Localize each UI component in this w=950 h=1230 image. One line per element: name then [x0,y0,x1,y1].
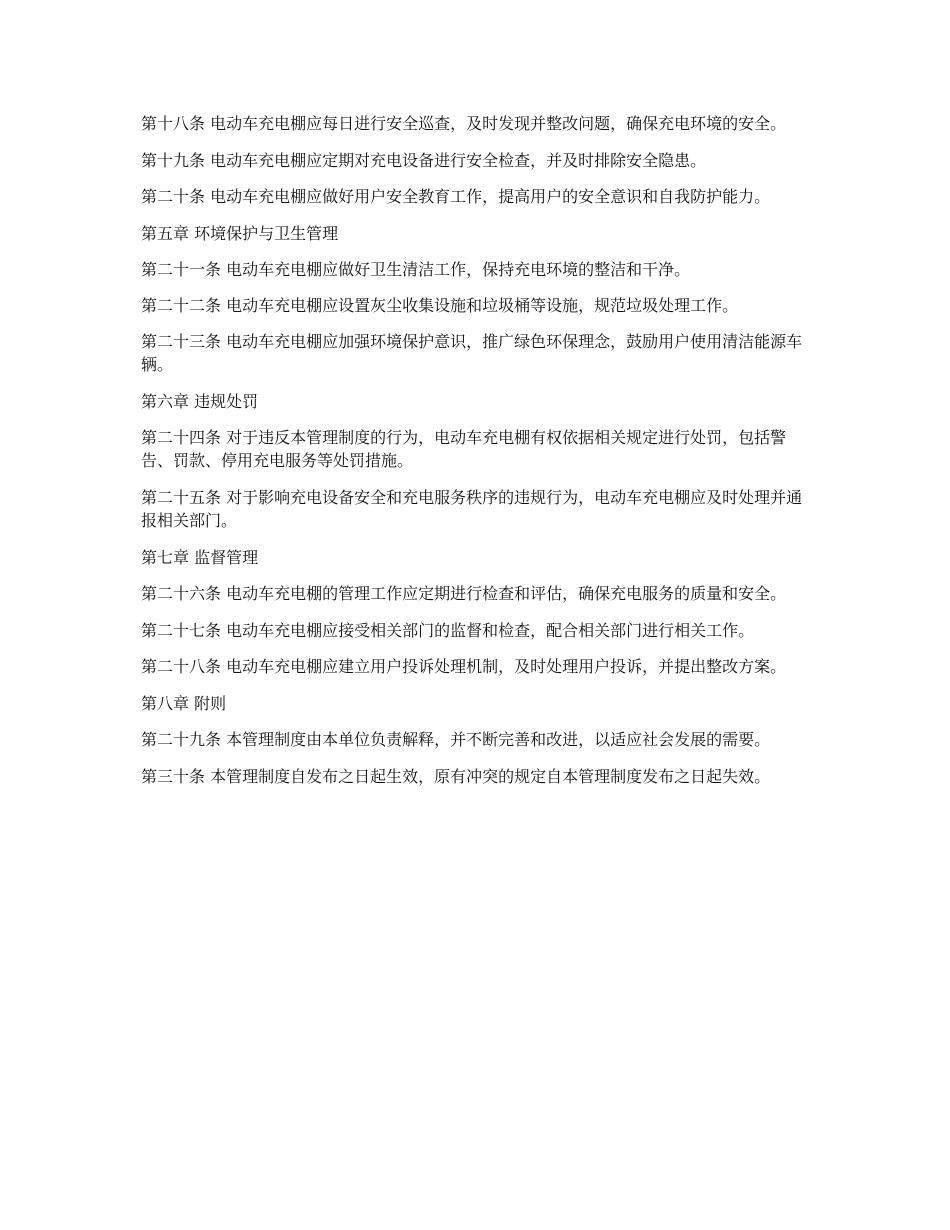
chapter-7-heading: 第七章 监督管理 [141,548,259,567]
article-30: 第三十条 本管理制度自发布之日起生效，原有冲突的规定自本管理制度发布之日起失效。 [141,767,771,786]
article-29: 第二十九条 本管理制度由本单位负责解释，并不断完善和改进，以适应社会发展的需要。 [141,730,771,749]
article-28: 第二十八条 电动车充电棚应建立用户投诉处理机制，及时处理用户投诉，并提出整改方案。 [141,657,787,676]
chapter-8-heading: 第八章 附则 [141,694,227,713]
chapter-6-heading: 第六章 违规处罚 [141,392,259,411]
article-21: 第二十一条 电动车充电棚应做好卫生清洁工作，保持充电环境的整洁和干净。 [141,260,691,279]
chapter-5-heading: 第五章 环境保护与卫生管理 [141,224,339,243]
article-27: 第二十七条 电动车充电棚应接受相关部门的监督和检查，配合相关部门进行相关工作。 [141,621,755,640]
article-18: 第十八条 电动车充电棚应每日进行安全巡查，及时发现并整改问题，确保充电环境的安全。 [141,114,787,133]
document-page [141,112,811,802]
article-19: 第十九条 电动车充电棚应定期对充电设备进行安全检查，并及时排除安全隐患。 [141,151,707,170]
article-24: 第二十四条 对于违反本管理制度的行为，电动车充电棚有权依据相关规定进行处罚，包括警告、罚款、停用充电服务等处罚措施。 [141,428,787,470]
article-23: 第二十三条 电动车充电棚应加强环境保护意识，推广绿色环保理念，鼓励用户使用清洁能源车辆。 [141,332,803,374]
article-26: 第二十六条 电动车充电棚的管理工作应定期进行检查和评估，确保充电服务的质量和安全。 [141,584,787,603]
article-22: 第二十二条 电动车充电棚应设置灰尘收集设施和垃圾桶等设施，规范垃圾处理工作。 [141,296,739,315]
article-25: 第二十五条 对于影响充电设备安全和充电服务秩序的违规行为，电动车充电棚应及时处理并通报相关部门。 [141,488,803,530]
article-20: 第二十条 电动车充电棚应做好用户安全教育工作，提高用户的安全意识和自我防护能力。 [141,187,771,206]
